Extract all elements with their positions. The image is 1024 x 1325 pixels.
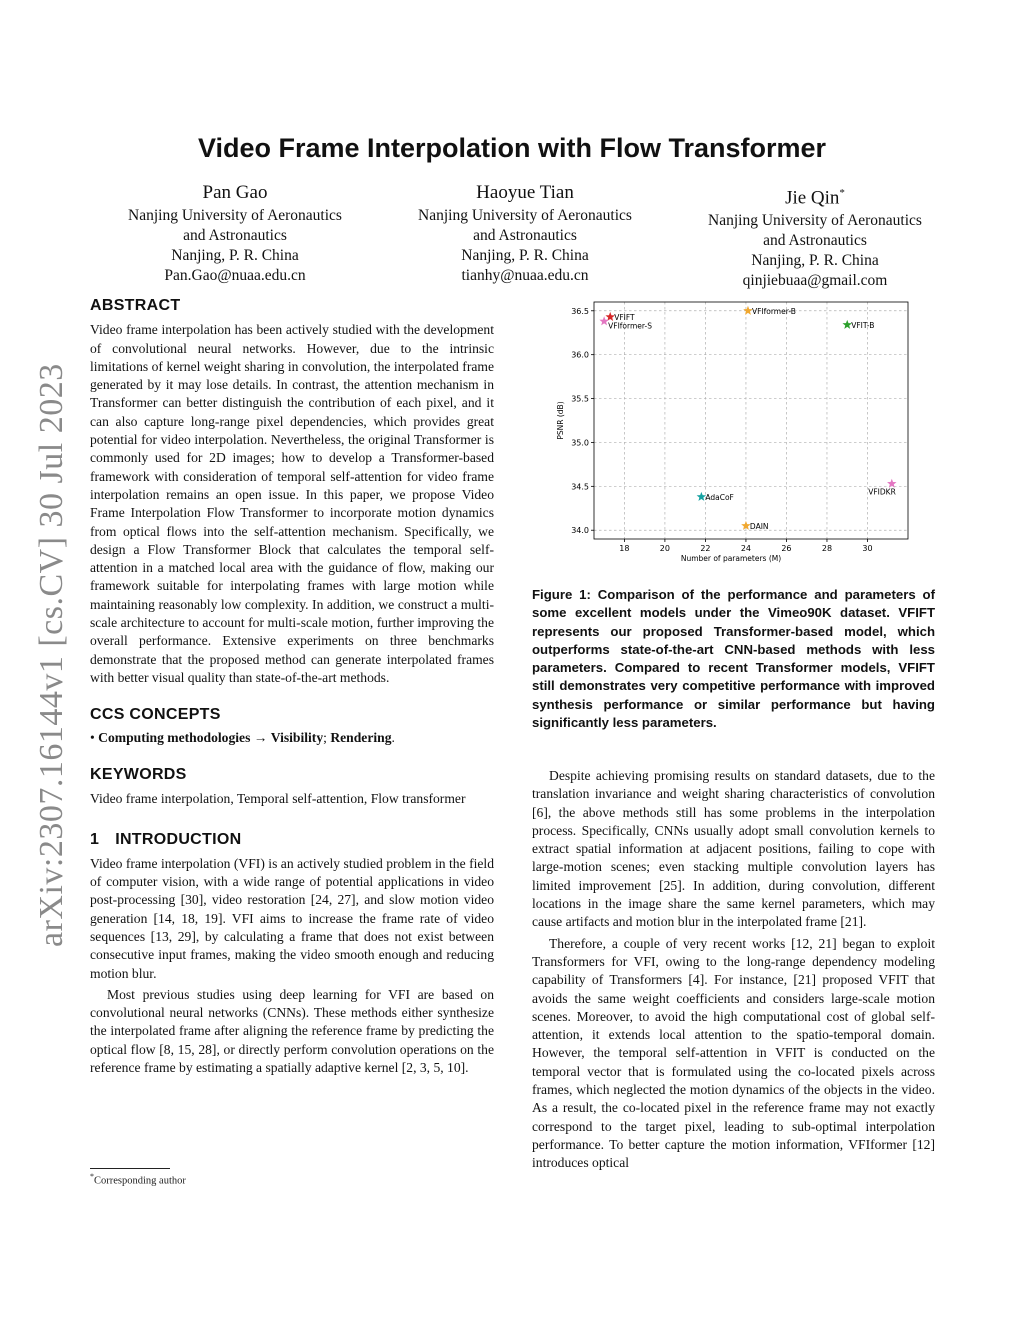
author-location: Nanjing, P. R. China — [171, 247, 299, 264]
author-affiliation-line2: and Astronautics — [473, 227, 577, 244]
author-affiliation: Nanjing University of Aeronautics — [708, 212, 922, 230]
x-tick-label: 20 — [659, 544, 670, 553]
author-location: Nanjing, P. R. China — [461, 247, 589, 264]
paper-title: Video Frame Interpolation with Flow Transformer — [197, 133, 827, 163]
intro-paragraph: Video frame interpolation (VFI) is an actively studied problem in the field of computer vision, with a wide range of potential applications in video post-processing [30], video restoration [24, 27], and slow motion video generation [14, 18, 19]. VFI aims to increase the frame rate of video sequences [13, 29], by calculating a frame that does not exist between consecutive input frames, making the video smooth enough and reducing motion blur. — [90, 855, 494, 981]
x-tick-label: 22 — [700, 544, 711, 553]
author-location: Nanjing, P. R. China — [751, 252, 879, 270]
author-name: Pan Gao — [202, 182, 268, 203]
data-point-label: DAIN — [749, 521, 769, 531]
y-tick-label: 35.0 — [571, 438, 589, 448]
corresponding-mark: * — [839, 187, 845, 199]
author-email[interactable]: tianhy@nuaa.edu.cn — [461, 267, 589, 284]
ccs-separator: ; — [323, 729, 327, 745]
author-affiliation: Nanjing University of Aeronautics — [418, 207, 632, 224]
footnote-rule — [90, 1168, 170, 1169]
figure-caption: Figure 1: Comparison of the performance and parameters of some excellent models under the Vimeo90K dataset. VFIFT represents our proposed Transformer-based model, which outperforms state-of-the-art CNN-based methods with less parameters. Compared to recent Transformer models, VFIFT still demonstrates very competitive performance with improved synthesis performance or similar performance but having significantly less parameters. — [532, 587, 935, 731]
left-column — [90, 297, 494, 1077]
psnr-vs-params-chart — [532, 296, 935, 570]
x-axis-label: Number of parameters (M) — [680, 554, 782, 563]
author-name: Jie Qin — [785, 187, 840, 209]
author-1 — [100, 181, 370, 291]
data-point-label: VFIDKR — [868, 487, 896, 497]
author-name: Haoyue Tian — [476, 182, 574, 203]
section-number: 1 — [90, 831, 100, 849]
data-point-label: VFIformer-B — [751, 306, 796, 316]
x-tick-label: 24 — [740, 544, 752, 553]
data-point-label: VFIT-B — [851, 320, 875, 330]
author-block — [100, 181, 950, 291]
y-tick-label: 36.0 — [571, 350, 589, 360]
intro-paragraph: Therefore, a couple of very recent works [12, 21] began to exploit Transformers for VFI, owing to the long-range dependency modeling capability of Transformers [4]. For instance, [21] proposed VFIT that avoids the same weight coefficients and considers large-scale motion scenes. Moreover, to avoid the high computational cost of global self-attention, it extends local attention to the spatio-temporal domain. However, the temporal self-attention in VFIT is conducted on the temporal vector that is formulated using the co-located pixels across frames, which neglected the motion dynamics of the objects in the video. As a result, the co-located pixel in the reference frame may not exactly correspond to the target pixel, leading to sub-optimal interpolation performance. To better capture the motion information, VFIformer [12] introduces optical — [532, 935, 935, 1171]
intro-paragraph: Despite achieving promising results on standard datasets, due to the translation invariance and weight sharing characteristics of convolution [6], the above methods still has some problems in the interpolation process. Specifically, CNNs usually adopt small convolution kernels to extract spatial information at adjacent positions, failing to cope with large-motion scenes; even stacking multiple convolution layers has limited improvement [25]. In addition, during convolution, different locations in the image share the same kernel parameters, which may cause artifacts and motion blur in the interpolated frame [21]. — [532, 768, 935, 930]
plot-area — [594, 302, 908, 539]
data-point-label: VFIFT — [614, 312, 635, 322]
y-tick-label: 34.0 — [571, 526, 589, 536]
arxiv-identifier: arXiv:2307.16144v1 [cs.CV] 30 Jul 2023 — [33, 363, 70, 947]
x-tick-label: 18 — [619, 544, 630, 553]
ccs-arrow: → — [253, 729, 268, 745]
footnote-text: Corresponding author — [94, 1175, 186, 1187]
author-email[interactable]: Pan.Gao@nuaa.edu.cn — [164, 267, 306, 284]
author-name-line — [680, 181, 950, 210]
keywords-heading: KEYWORDS — [90, 765, 187, 783]
section-title: INTRODUCTION — [115, 831, 242, 849]
author-affiliation: Nanjing University of Aeronautics — [128, 207, 342, 224]
right-column — [532, 767, 935, 1173]
footnote-mark: * — [90, 1172, 94, 1181]
author-email[interactable]: qinjiebuaa@gmail.com — [742, 272, 888, 290]
author-2 — [390, 181, 660, 291]
ccs-concept: Computing methodologies — [98, 729, 251, 745]
author-affiliation-line2: and Astronautics — [183, 227, 287, 244]
author-3 — [680, 181, 950, 291]
ccs-bullet: • — [90, 729, 95, 745]
intro-paragraph: Most previous studies using deep learning for VFI are based on convolutional neural networks (CNNs). These methods either synthesize the interpolated frame after aligning the reference frame by predicting the optical flow [8, 15, 28], or directly perform convolution operations on the reference frame by estimating a spatially adaptive kernel [2, 3, 5, 10]. — [90, 986, 494, 1075]
footnote — [90, 1172, 186, 1187]
abstract-heading: ABSTRACT — [90, 297, 181, 314]
y-axis-label: PSNR (dB) — [556, 401, 565, 440]
y-tick-label: 34.5 — [571, 482, 589, 492]
abstract-text: Video frame interpolation has been actively studied with the development of convolutional neural networks. However, due to the intrinsic limitations of kernel weight sharing in convolution, the interpolated frame generated by it may lose details. In contrast, the attention mechanism in Transformer can better distinguish the contribution of each pixel, and it can also capture long-range pixel dependencies, which provides great potential for video interpolation. Nevertheless, the original Transformer is commonly used for 2D images; how to develop a Transformer-based framework with consideration of temporal self-attention for video frame interpolation remains an open issue. In this paper, we propose Video Frame Interpolation Flow Transformer to incorporate motion dynamics from optical flows into the self-attention mechanism. Specifically, we design a Flow Transformer Block that calculates the temporal self-attention in a matched local area with the guidance of flow, making our framework suitable for interpolating frames with large motion while maintaining reasonably low complexity. In addition, we construct a multi-scale architecture to account for multi-scale motion, further improving the overall performance. Extensive experiments on three benchmarks demonstrate that the proposed method can generate interpolated frames with better visual quality than state-of-the-art methods. — [90, 322, 494, 685]
x-tick-label: 30 — [862, 544, 873, 553]
data-point-label: AdaCoF — [705, 492, 734, 502]
introduction-heading — [90, 831, 494, 849]
keywords-text: Video frame interpolation, Temporal self-attention, Flow transformer — [90, 791, 466, 807]
ccs-end: . — [391, 729, 395, 745]
x-tick-label: 28 — [821, 544, 833, 553]
ccs-term: Visibility — [270, 729, 324, 745]
ccs-concepts — [90, 729, 494, 747]
ccs-term: Rendering — [330, 729, 392, 745]
y-tick-label: 36.5 — [571, 306, 589, 316]
ccs-heading: CCS CONCEPTS — [90, 706, 221, 724]
y-tick-label: 35.5 — [571, 394, 589, 404]
x-tick-label: 26 — [781, 544, 792, 553]
data-point-label: VFIformer-S — [608, 321, 652, 331]
author-affiliation-line2: and Astronautics — [763, 232, 867, 250]
